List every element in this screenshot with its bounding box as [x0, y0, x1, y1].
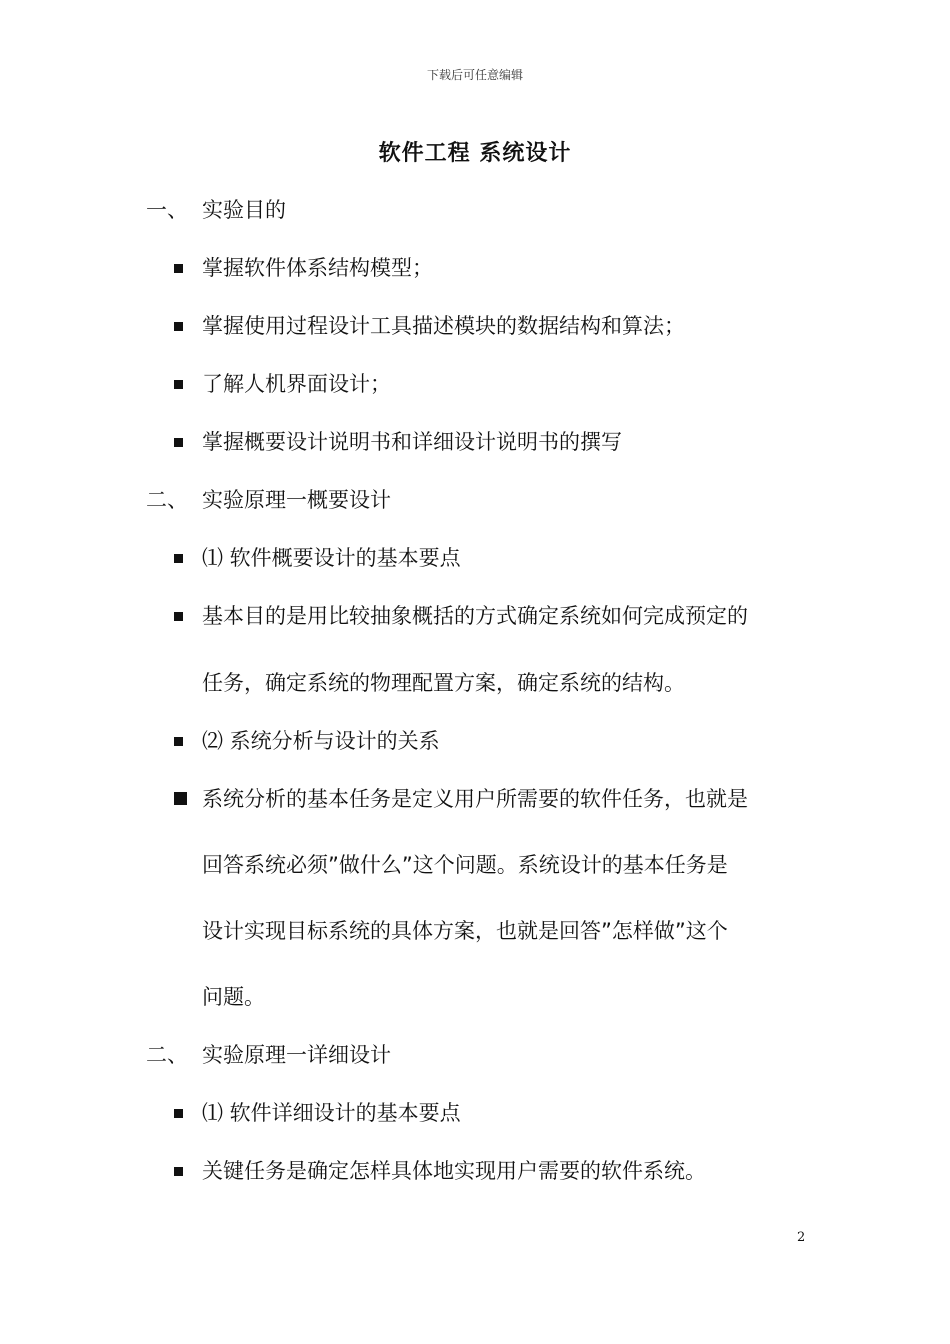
list-item: 掌握使用过程设计工具描述模块的数据结构和算法；: [202, 314, 685, 338]
list-item: ⑴ 软件概要设计的基本要点: [202, 546, 461, 570]
bullet-icon: [174, 554, 183, 563]
list-item-continuation: 回答系统必须”做什么”这个问题。系统设计的基本任务是: [202, 853, 728, 877]
bullet-icon: [174, 737, 183, 746]
section-title: 实验目的: [202, 198, 286, 222]
page-number: 2: [797, 1230, 806, 1245]
bullet-icon: [174, 438, 183, 447]
list-item: 掌握软件体系结构模型；: [202, 256, 433, 280]
header-note: 下载后可任意编辑: [426, 68, 523, 82]
document-title: 软件工程 系统设计: [378, 141, 572, 166]
bullet-icon: [174, 1109, 183, 1118]
section-title: 实验原理一详细设计: [202, 1043, 391, 1067]
section-number: 二、: [146, 488, 188, 512]
list-item: 关键任务是确定怎样具体地实现用户需要的软件系统。: [202, 1159, 706, 1183]
section-title: 实验原理一概要设计: [202, 488, 391, 512]
bullet-icon: [174, 322, 183, 331]
bullet-icon: [174, 264, 183, 273]
list-item-continuation: 设计实现目标系统的具体方案，也就是回答”怎样做”这个: [202, 919, 728, 943]
bullet-icon: [174, 1167, 183, 1176]
bullet-icon: [174, 380, 183, 389]
section-number: 一、: [146, 198, 188, 222]
list-item-continuation: 任务，确定系统的物理配置方案，确定系统的结构。: [202, 671, 685, 695]
list-item-continuation: 问题。: [202, 985, 265, 1009]
list-item: 了解人机界面设计；: [202, 372, 391, 396]
bullet-icon: [174, 612, 183, 621]
list-item: ⑴ 软件详细设计的基本要点: [202, 1101, 461, 1125]
section-number: 二、: [146, 1043, 188, 1067]
list-item: 基本目的是用比较抽象概括的方式确定系统如何完成预定的: [202, 604, 748, 628]
bullet-icon: [174, 792, 187, 805]
list-item: 掌握概要设计说明书和详细设计说明书的撰写: [202, 430, 622, 454]
list-item: ⑵ 系统分析与设计的关系: [202, 729, 440, 753]
list-item: 系统分析的基本任务是定义用户所需要的软件任务，也就是: [202, 787, 748, 811]
